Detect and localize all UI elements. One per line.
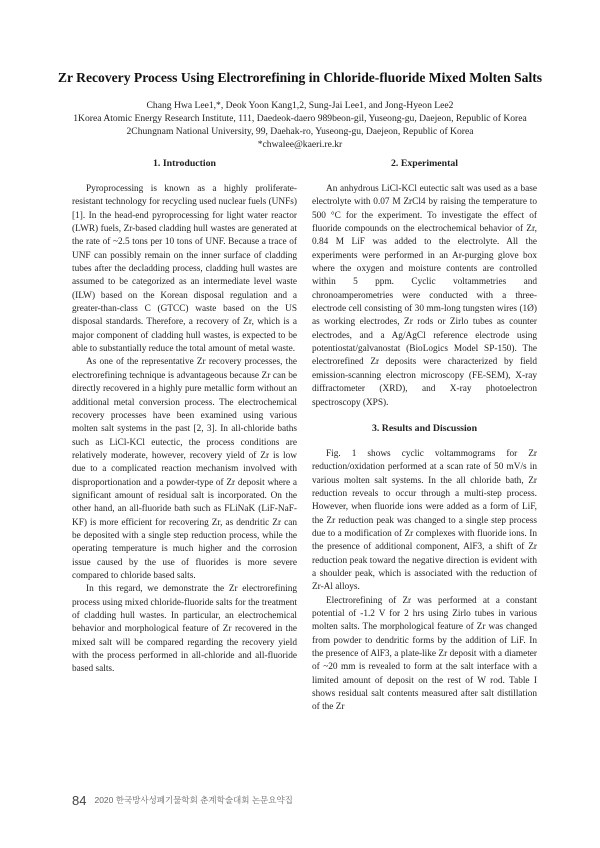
introduction-paragraph: Pyroprocessing is known as a highly proliferate-resistant technology for recycling used nuclear fuels (UNFs) [1]. In the head-end pyroprocessing for light water reactor (LWR) fuels, Zr-based cladding hull wastes are generated at the rate of ~2.5 tons per 10 tons of UNF. Because a trace of UNF can possibly remain on the inner surface of cladding tubes after the decladding process, cladding hull wastes are assumed to be categorized as an intermediate level waste (ILW) based on the Korean disposal regulation and a greater-than-class C (GTCC) waste based on the US disposal standards. Therefore, a recovery of Zr, which is a major component of cladding hull wastes, is expected to be able to substantially reduce the total amount of metal waste. <box>72 184 297 355</box>
experimental-paragraph: An anhydrous LiCl-KCl eutectic salt was used as a base electrolyte with 0.07 M ZrCl4 by raising the temperature to 500 °C for the experiment. To investigate the effect of fluoride compounds on the electrochemical behavior of Zr, 0.84 M LiF was added to the electrolyte. All the experiments were performed in an Ar-purging glove box where the oxygen and moisture contents are controlled within 5 ppm. Cyclic voltammetries and chronoamperometries were conducted with a three-electrode cell consisting of 30 mm-long tungsten wires (1Ø) as working electrodes, Zr rods or Zirlo tubes as counter electrodes, and a Ag/AgCl reference electrode using potentiostat/galvanostat (BioLogics Model SP-150). The electrorefined Zr deposits were characterized by field emission-scanning electron microscopy (FE-SEM), X-ray diffractometer (XRD), and X-ray photoelectron spectroscopy (XPS). <box>312 184 537 408</box>
results-paragraph: Fig. 1 shows cyclic voltammograms for Zr reduction/oxidation performed at a scan rate of 50 mV/s in various molten salt systems. In the all chloride bath, Zr reduction reveals to occur through a multi-step process. However, when fluoride ions were added as a form of LiF, the Zr reduction peak was changed to a single step process due to a modification of Zr complexes with fluoride ions. In the presence of additional component, AlF3, a shift of Zr reduction peak toward the negative direction is evident with a shoulder peak, which is associated with the reduction of Zr-Al alloys. <box>312 448 537 593</box>
paper-title: Zr Recovery Process Using Electrorefining in Chloride-fluoride Mixed Molten Salts <box>57 70 543 85</box>
experimental-heading: 2. Experimental <box>391 158 458 169</box>
results-heading: 3. Results and Discussion <box>371 422 478 434</box>
introduction-paragraph: As one of the representative Zr recovery processes, the electrorefining technique is advantageous because Zr can be directly recovered in a highly pure metallic form without an additional metal conversion process. The electrochemical recovery processes have been examined using various molten salt systems in the past [2, 3]. In all-chloride baths such as LiCl-KCl eutectic, the process conditions are relatively moderate, however, recovery yield of Zr is low due to a complicated reaction mechanism involved with disproportionation and a powder-type of Zr deposit where a significant amount of residual salt is incorporated. On the other hand, an all-fluoride bath such as FLiNaK (LiF-NaF-KF) is more efficient for recovering Zr, as dendritic Zr can be deposited with a single step reduction process, while the operating temperature is much higher and the corrosion issue caused by the use of fluorides is more severe compared to chloride based salts. <box>72 357 297 581</box>
results-paragraph: Electrorefining of Zr was performed at a constant potential of -1.2 V for 2 hrs using Zirlo tubes in various molten salts. The morphological feature of Zr was changed from powder to dendritic forms by the addition of LiF. In the presence of AlF3, a plate-like Zr deposit with a diameter of ~20 mm is revealed to form at the salt interface with a limited amount of deposit on the rest of W rod. Table I shows residual salt contents measured after salt distillation of the Zr <box>312 595 537 713</box>
introduction-paragraph: In this regard, we demonstrate the Zr electrorefining process using mixed chloride-fluoride salts for the treatment of cladding hull wastes. In particular, an electrochemical behavior and morphological feature of Zr recovered in the mixed salt will be compared regarding the recovery yield with the process performed in all-chloride and all-fluoride based salts. <box>72 584 297 675</box>
introduction-heading: 1. Introduction <box>153 158 216 169</box>
conference-name: 2020 한국방사성폐기물학회 춘계학술대회 논문요약집 <box>94 795 293 805</box>
affiliation-2: 2Chungnam National University, 99, Daehak-ro, Yuseong-gu, Daejeon, Republic of Korea <box>126 126 474 137</box>
page-footer <box>72 793 293 807</box>
page-number: 84 <box>72 792 87 808</box>
left-column <box>72 157 297 677</box>
author-block <box>40 99 560 151</box>
affiliation-1: 1Korea Atomic Energy Research Institute, 111, Daedeok-daero 989beon-gil, Yuseong-gu, Daejeon, Republic of Korea <box>73 113 527 124</box>
author-names: Chang Hwa Lee1,*, Deok Yoon Kang1,2, Sung-Jai Lee1, and Jong-Hyeon Lee2 <box>146 100 454 111</box>
right-column <box>312 157 537 715</box>
corresponding-email: *chwalee@kaeri.re.kr <box>257 139 343 150</box>
